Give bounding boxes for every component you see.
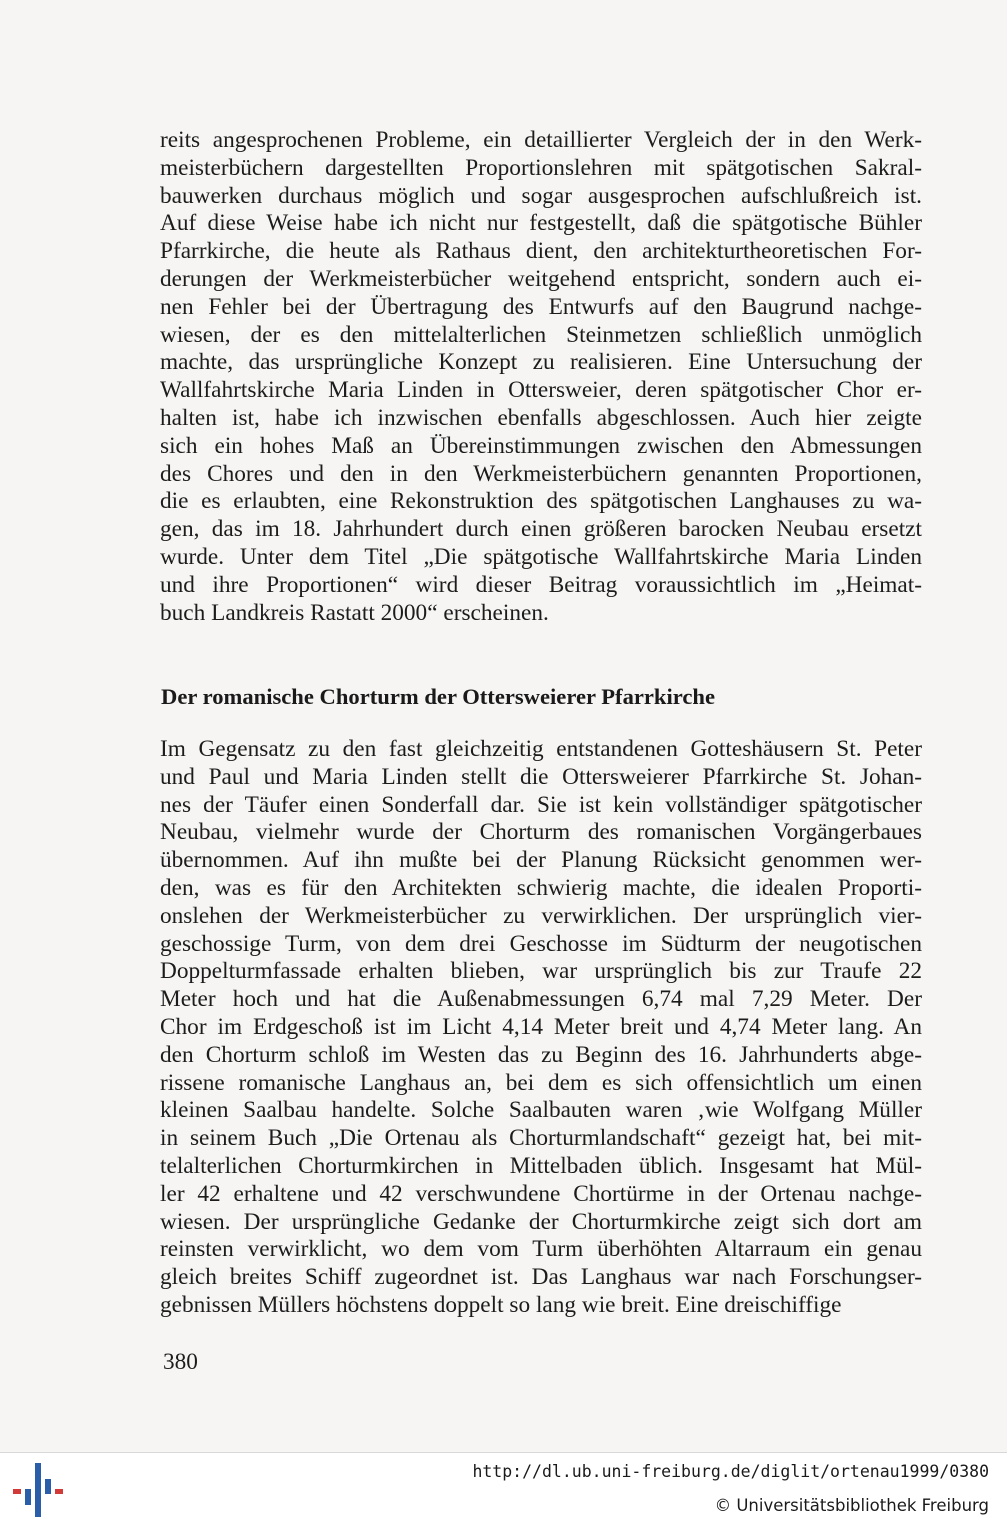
text-line: rissene romanische Langhaus an, bei dem es sich offensichtlich um einen: [160, 1069, 922, 1096]
text-line: wiesen, der es den mittelalterlichen Steinmetzen schließlich unmöglich: [160, 321, 922, 348]
text-line: gleich breites Schiff zugeordnet ist. Das Langhaus war nach Forschungser-: [160, 1264, 922, 1291]
text-line: in seinem Buch „Die Ortenau als Chorturmlandschaft“ gezeigt hat, bei mit-: [160, 1125, 922, 1152]
text-line: und ihre Proportionen“ wird dieser Beitrag voraussichtlich im „Heimat-: [160, 571, 922, 598]
text-line: kleinen Saalbau handelte. Solche Saalbauten waren ‚wie Wolfgang Müller: [160, 1097, 922, 1124]
text-line: nes der Täufer einen Sonderfall dar. Sie ist kein vollständiger spätgotischer: [160, 791, 922, 818]
text-line: und Paul und Maria Linden stellt die Ottersweierer Pfarrkirche St. Johan-: [160, 763, 922, 790]
text-line: sich ein hohes Maß an Übereinstimmungen zwischen den Abmessungen: [160, 432, 922, 459]
text-line: die es erlaubten, eine Rekonstruktion des spätgotischen Langhauses zu wa-: [160, 488, 922, 515]
text-line: Neubau, vielmehr wurde der Chorturm des romanischen Vorgängerbaues: [160, 819, 922, 846]
text-line: Pfarrkirche, die heute als Rathaus dient, den architekturtheoretischen For-: [160, 238, 922, 265]
footer-bar: [0, 1452, 1007, 1526]
text-line: telalterlichen Chorturmkirchen in Mittelbaden üblich. Insgesamt hat Mül-: [160, 1152, 922, 1179]
text-line: geschossige Turm, von dem drei Geschosse im Südturm der neugotischen: [160, 930, 922, 957]
text-line: meisterbüchern dargestellten Proportionslehren mit spätgotischen Sakral-: [160, 154, 922, 181]
text-line: gen, das im 18. Jahrhundert durch einen größeren barocken Neubau ersetzt: [160, 516, 922, 543]
paragraph-1: [160, 127, 922, 627]
text-line: den Chorturm schloß im Westen das zu Beginn des 16. Jahrhunderts abge-: [160, 1041, 922, 1068]
text-line: halten ist, habe ich inzwischen ebenfalls abgeschlossen. Auch hier zeigte: [160, 404, 922, 431]
text-line: bauwerken durchaus möglich und sogar ausgesprochen aufschlußreich ist.: [160, 182, 922, 209]
text-line: Auf diese Weise habe ich nicht nur festgestellt, daß die spätgotische Bühler: [160, 210, 922, 237]
paragraph-2: [160, 736, 922, 1320]
footer-copyright: © Universitätsbibliothek Freiburg: [714, 1496, 989, 1515]
text-line: nen Fehler bei der Übertragung des Entwurfs auf den Baugrund nachge-: [160, 293, 922, 320]
text-line: reits angesprochenen Probleme, ein detaillierter Vergleich der in den Werk-: [160, 127, 922, 153]
text-line: wurde. Unter dem Titel „Die spätgotische Wallfahrtskirche Maria Linden: [160, 543, 922, 570]
text-line: Doppelturmfassade erhalten blieben, war ursprünglich bis zur Traufe 22: [160, 958, 922, 985]
footer-url-link[interactable]: http://dl.ub.uni-freiburg.de/diglit/ortenau1999/0380: [472, 1462, 989, 1481]
section-heading: Der romanische Chorturm der Ottersweierer Pfarrkirche: [161, 684, 716, 709]
text-line: ler 42 erhaltene und 42 verschwundene Chortürme in der Ortenau nachge-: [160, 1180, 922, 1207]
text-line: Im Gegensatz zu den fast gleichzeitig entstandenen Gotteshäusern St. Peter: [160, 736, 922, 762]
text-line: übernommen. Auf ihn mußte bei der Planung Rücksicht genommen wer-: [160, 847, 922, 874]
text-line: Meter hoch und hat die Außenabmessungen 6,74 mal 7,29 Meter. Der: [160, 986, 922, 1013]
paragraph-1-text: [160, 127, 922, 627]
text-line: Wallfahrtskirche Maria Linden in Ottersweier, deren spätgotischer Chor er-: [160, 377, 922, 404]
text-line: reinsten verwirklicht, wo dem vom Turm überhöhten Altarraum ein genau: [160, 1236, 922, 1263]
text-line: onslehen der Werkmeisterbücher zu verwirklichen. Der ursprünglich vier-: [160, 902, 922, 929]
text-line: Chor im Erdgeschoß ist im Licht 4,14 Meter breit und 4,74 Meter lang. An: [160, 1013, 922, 1040]
page-number: 380: [163, 1349, 198, 1375]
ub-freiburg-logo-icon: [12, 1461, 64, 1519]
text-line: den, was es für den Architekten schwierig machte, die idealen Proporti-: [160, 874, 922, 901]
paragraph-2-text: [160, 736, 922, 1320]
text-line: des Chores und den in den Werkmeisterbüchern genannten Proportionen,: [160, 460, 922, 487]
text-line: derungen der Werkmeisterbücher weitgehend entspricht, sondern auch ei-: [160, 265, 922, 292]
text-line: buch Landkreis Rastatt 2000“ erscheinen.: [160, 599, 549, 626]
text-line: gebnissen Müllers höchstens doppelt so lang wie breit. Eine dreischiffige: [160, 1291, 842, 1318]
text-line: machte, das ursprüngliche Konzept zu realisieren. Eine Untersuchung der: [160, 349, 922, 376]
text-line: wiesen. Der ursprüngliche Gedanke der Chorturmkirche zeigt sich dort am: [160, 1208, 922, 1235]
